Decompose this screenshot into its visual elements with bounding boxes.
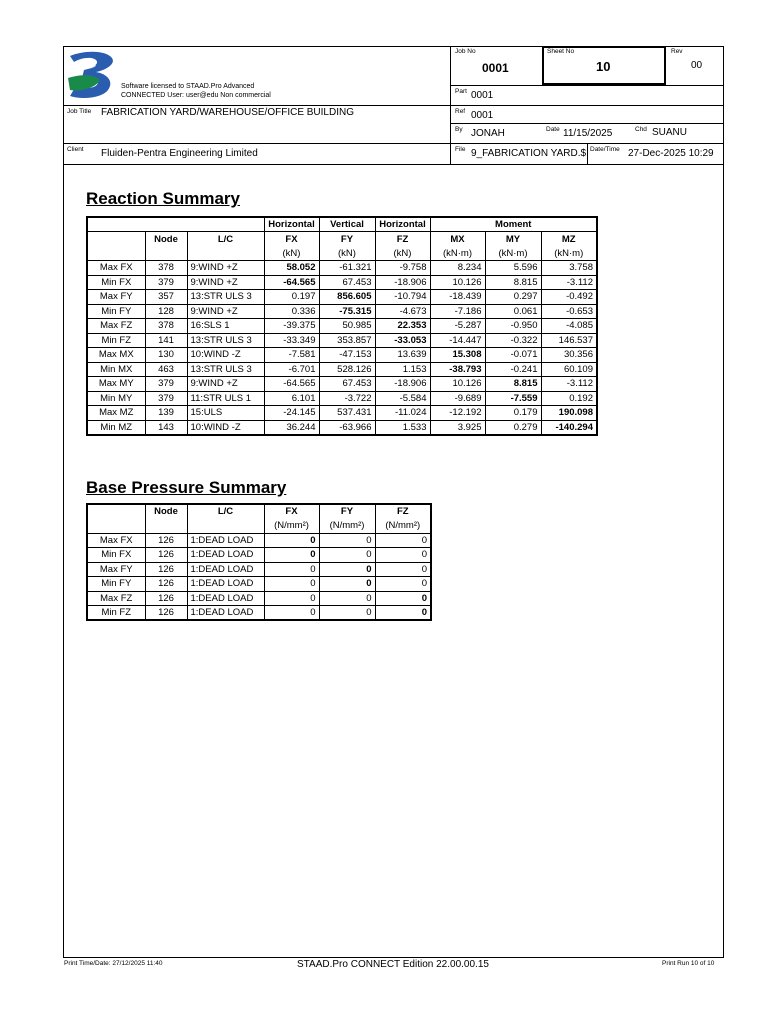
table-cell-mx: -14.447 (430, 333, 485, 348)
unit-cell: (N/mm²) (319, 519, 375, 534)
table-cell-label: Max FY (87, 562, 145, 577)
base-pressure-summary-title: Base Pressure Summary (86, 478, 287, 497)
part-label: Part (455, 88, 467, 95)
datetime-label: Date/Time (590, 146, 620, 153)
table-cell-fy: 0 (319, 591, 375, 606)
table-cell-fx: -7.581 (264, 348, 319, 363)
table-cell-fy: 67.453 (319, 377, 375, 392)
table-cell-fz: -11.024 (375, 406, 430, 421)
table-cell-fz: 0 (375, 533, 431, 548)
table-row (87, 606, 431, 621)
table-cell-label: Max FX (87, 261, 145, 276)
table-units-row (87, 246, 597, 261)
unit-cell (87, 519, 145, 534)
date-value: 11/15/2025 (563, 128, 613, 139)
table-cell-mx: -38.793 (430, 362, 485, 377)
table-cell-fy: -47.153 (319, 348, 375, 363)
table-cell-mx: -12.192 (430, 406, 485, 421)
column-header: FY (319, 504, 375, 519)
table-cell-my: -0.322 (485, 333, 541, 348)
table-cell-fz: 0 (375, 591, 431, 606)
header-divider (63, 143, 724, 144)
table-cell-label: Max MY (87, 377, 145, 392)
table-cell-node: 379 (145, 377, 187, 392)
table-cell-my: 0.297 (485, 290, 541, 305)
client-value: Fluiden-Pentra Engineering Limited (101, 148, 258, 159)
table-cell-fz: -9.758 (375, 261, 430, 276)
table-cell-fx: 36.244 (264, 420, 319, 435)
table-cell-node: 378 (145, 261, 187, 276)
rev-label: Rev (671, 48, 683, 55)
unit-cell (145, 246, 187, 261)
table-cell-my: -0.950 (485, 319, 541, 334)
table-cell-label: Max MX (87, 348, 145, 363)
unit-cell (187, 519, 264, 534)
unit-cell: (kN) (319, 246, 375, 261)
table-cell-mx: -5.287 (430, 319, 485, 334)
table-cell-node: 357 (145, 290, 187, 305)
table-cell-lc: 1:DEAD LOAD (187, 606, 264, 621)
header-divider (450, 123, 724, 124)
table-cell-node: 130 (145, 348, 187, 363)
file-value: 9_FABRICATION YARD.$ (471, 148, 586, 159)
table-cell-fz: 13.639 (375, 348, 430, 363)
table-row (87, 304, 597, 319)
table-cell-fx: 0 (264, 548, 319, 563)
group-header: Moment (430, 217, 597, 232)
table-cell-label: Min FX (87, 548, 145, 563)
table-cell-label: Min FY (87, 304, 145, 319)
table-cell-lc: 1:DEAD LOAD (187, 548, 264, 563)
table-cell-fz: -18.906 (375, 377, 430, 392)
table-cell-node: 379 (145, 391, 187, 406)
print-time-date: Print Time/Date: 27/12/2025 11:40 (64, 960, 163, 967)
table-cell-lc: 9:WIND +Z (187, 377, 264, 392)
table-cell-lc: 16:SLS 1 (187, 319, 264, 334)
license-line-2: CONNECTED User: user@edu Non commercial (121, 92, 271, 99)
table-cell-fx: -64.565 (264, 377, 319, 392)
group-header: Horizontal (264, 217, 319, 232)
table-cell-label: Min FY (87, 577, 145, 592)
print-run: Print Run 10 of 10 (662, 960, 715, 967)
table-header-row (87, 504, 431, 519)
table-cell-mz: -0.492 (541, 290, 597, 305)
table-cell-label: Max FY (87, 290, 145, 305)
table-cell-fy: 0 (319, 606, 375, 621)
table-cell-mz: 190.098 (541, 406, 597, 421)
table-cell-lc: 1:DEAD LOAD (187, 577, 264, 592)
table-cell-fz: 0 (375, 562, 431, 577)
unit-cell: (kN) (375, 246, 430, 261)
table-row (87, 377, 597, 392)
file-label: File (455, 146, 466, 153)
table-row (87, 420, 597, 435)
table-cell-mz: -3.112 (541, 275, 597, 290)
table-cell-mz: -4.085 (541, 319, 597, 334)
table-cell-fx: 0 (264, 577, 319, 592)
table-cell-mz: 0.192 (541, 391, 597, 406)
page-frame (63, 46, 724, 958)
table-cell-mx: -7.186 (430, 304, 485, 319)
table-cell-mx: 10.126 (430, 275, 485, 290)
column-header: FZ (375, 232, 430, 247)
base-pressure-table (86, 503, 432, 621)
table-cell-fx: 6.101 (264, 391, 319, 406)
group-header: Horizontal (375, 217, 430, 232)
table-cell-lc: 10:WIND -Z (187, 348, 264, 363)
table-cell-my: -0.241 (485, 362, 541, 377)
column-header: FY (319, 232, 375, 247)
table-cell-lc: 1:DEAD LOAD (187, 562, 264, 577)
table-cell-node: 141 (145, 333, 187, 348)
table-cell-fy: -75.315 (319, 304, 375, 319)
table-cell-fz: -33.053 (375, 333, 430, 348)
table-cell-lc: 9:WIND +Z (187, 261, 264, 276)
table-cell-fx: 0 (264, 533, 319, 548)
job-title-value: FABRICATION YARD/WAREHOUSE/OFFICE BUILDING (101, 107, 354, 118)
table-cell-lc: 9:WIND +Z (187, 304, 264, 319)
column-header: Node (145, 232, 187, 247)
table-cell-fx: -64.565 (264, 275, 319, 290)
column-header: FZ (375, 504, 431, 519)
table-cell-mx: -18.439 (430, 290, 485, 305)
table-cell-fz: 1.153 (375, 362, 430, 377)
reaction-summary-title: Reaction Summary (86, 189, 240, 208)
table-cell-fx: 0 (264, 562, 319, 577)
table-cell-fz: -18.906 (375, 275, 430, 290)
table-cell-mx: 3.925 (430, 420, 485, 435)
table-cell-fx: 0 (264, 591, 319, 606)
table-row (87, 548, 431, 563)
table-cell-fy: -61.321 (319, 261, 375, 276)
job-title-label: Job Title (67, 108, 92, 115)
unit-cell: (kN) (264, 246, 319, 261)
table-cell-label: Min FX (87, 275, 145, 290)
table-cell-fy: 537.431 (319, 406, 375, 421)
table-row (87, 348, 597, 363)
table-cell-fz: 1.533 (375, 420, 430, 435)
table-cell-mz: -3.112 (541, 377, 597, 392)
chd-label: Chd (635, 126, 647, 133)
sheet-no-label: Sheet No (547, 48, 575, 55)
table-cell-fy: 856.605 (319, 290, 375, 305)
table-cell-node: 128 (145, 304, 187, 319)
table-cell-mz: 3.758 (541, 261, 597, 276)
table-cell-node: 463 (145, 362, 187, 377)
table-cell-mx: -9.689 (430, 391, 485, 406)
table-row (87, 562, 431, 577)
table-cell-node: 126 (145, 606, 187, 621)
table-cell-mx: 10.126 (430, 377, 485, 392)
rev-value: 00 (691, 60, 703, 71)
header-divider (587, 143, 588, 164)
table-cell-label: Min MY (87, 391, 145, 406)
table-cell-fy: 67.453 (319, 275, 375, 290)
part-value: 0001 (471, 90, 494, 101)
table-cell-my: 0.179 (485, 406, 541, 421)
table-cell-lc: 13:STR ULS 3 (187, 290, 264, 305)
table-cell-fx: 0.336 (264, 304, 319, 319)
table-cell-fz: -5.584 (375, 391, 430, 406)
table-cell-mz: 60.109 (541, 362, 597, 377)
table-row (87, 533, 431, 548)
table-row (87, 333, 597, 348)
table-cell-fy: 0 (319, 533, 375, 548)
column-header: FX (264, 504, 319, 519)
table-cell-my: 0.279 (485, 420, 541, 435)
table-row (87, 591, 431, 606)
table-cell-node: 139 (145, 406, 187, 421)
header-divider (63, 105, 724, 106)
table-header-row (87, 232, 597, 247)
table-cell-label: Max FZ (87, 591, 145, 606)
column-header: MZ (541, 232, 597, 247)
table-group-header-row (87, 217, 597, 232)
table-row (87, 577, 431, 592)
ref-value: 0001 (471, 110, 494, 121)
table-cell-fx: 0 (264, 606, 319, 621)
unit-cell: (kN·m) (430, 246, 485, 261)
sheet-no-value: 10 (596, 59, 611, 74)
unit-cell (187, 246, 264, 261)
table-cell-my: 8.815 (485, 275, 541, 290)
column-header: FX (264, 232, 319, 247)
table-cell-mx: 15.308 (430, 348, 485, 363)
staad-logo (66, 48, 118, 102)
table-cell-lc: 13:STR ULS 3 (187, 333, 264, 348)
table-cell-label: Min MX (87, 362, 145, 377)
unit-cell: (kN·m) (485, 246, 541, 261)
table-cell-lc: 1:DEAD LOAD (187, 533, 264, 548)
table-cell-my: 0.061 (485, 304, 541, 319)
table-cell-mz: -0.653 (541, 304, 597, 319)
table-cell-fx: 0.197 (264, 290, 319, 305)
table-cell-fy: -3.722 (319, 391, 375, 406)
unit-cell: (N/mm²) (375, 519, 431, 534)
table-cell-fx: -39.375 (264, 319, 319, 334)
table-cell-fy: -63.966 (319, 420, 375, 435)
table-cell-mx: 8.234 (430, 261, 485, 276)
column-header (87, 504, 145, 519)
column-header: Node (145, 504, 187, 519)
table-cell-lc: 13:STR ULS 3 (187, 362, 264, 377)
table-cell-fz: -4.673 (375, 304, 430, 319)
table-cell-fx: -33.349 (264, 333, 319, 348)
table-cell-node: 126 (145, 562, 187, 577)
header-divider (450, 85, 724, 86)
table-cell-my: 8.815 (485, 377, 541, 392)
table-cell-node: 126 (145, 591, 187, 606)
by-label: By (455, 126, 463, 133)
table-cell-fz: -10.794 (375, 290, 430, 305)
table-cell-lc: 9:WIND +Z (187, 275, 264, 290)
table-row (87, 362, 597, 377)
table-row (87, 391, 597, 406)
table-cell-label: Min FZ (87, 606, 145, 621)
table-cell-node: 143 (145, 420, 187, 435)
table-units-row (87, 519, 431, 534)
column-header: MX (430, 232, 485, 247)
table-cell-fx: 58.052 (264, 261, 319, 276)
license-line-1: Software licensed to STAAD.Pro Advanced (121, 83, 255, 90)
job-no-value: 0001 (482, 61, 509, 75)
table-cell-lc: 10:WIND -Z (187, 420, 264, 435)
table-cell-node: 126 (145, 548, 187, 563)
header-divider (450, 46, 451, 164)
by-value: JONAH (471, 128, 505, 139)
table-cell-fz: 0 (375, 548, 431, 563)
unit-cell: (N/mm²) (264, 519, 319, 534)
column-header: L/C (187, 232, 264, 247)
date-label: Date (546, 126, 560, 133)
table-cell-label: Max FZ (87, 319, 145, 334)
table-row (87, 290, 597, 305)
table-cell-fx: -24.145 (264, 406, 319, 421)
table-cell-fy: 0 (319, 577, 375, 592)
table-cell-node: 126 (145, 533, 187, 548)
datetime-value: 27-Dec-2025 10:29 (628, 148, 714, 159)
table-cell-label: Min MZ (87, 420, 145, 435)
table-row (87, 275, 597, 290)
table-row (87, 406, 597, 421)
column-header: L/C (187, 504, 264, 519)
ref-label: Ref (455, 108, 466, 115)
unit-cell (145, 519, 187, 534)
table-cell-mz: -140.294 (541, 420, 597, 435)
table-cell-my: 5.596 (485, 261, 541, 276)
table-row (87, 319, 597, 334)
table-cell-mz: 146.537 (541, 333, 597, 348)
table-cell-my: -0.071 (485, 348, 541, 363)
table-cell-fz: 0 (375, 577, 431, 592)
edition-label: STAAD.Pro CONNECT Edition 22.00.00.15 (297, 959, 489, 970)
table-cell-fz: 0 (375, 606, 431, 621)
reaction-table (86, 216, 598, 436)
table-cell-my: -7.559 (485, 391, 541, 406)
table-cell-node: 378 (145, 319, 187, 334)
column-header (87, 232, 145, 247)
table-cell-lc: 11:STR ULS 1 (187, 391, 264, 406)
table-cell-label: Min FZ (87, 333, 145, 348)
chd-value: SUANU (652, 127, 688, 138)
unit-cell (87, 246, 145, 261)
table-cell-fy: 353.857 (319, 333, 375, 348)
unit-cell: (kN·m) (541, 246, 597, 261)
table-row (87, 261, 597, 276)
table-cell-fy: 50.985 (319, 319, 375, 334)
header-divider (63, 164, 724, 165)
table-cell-fy: 0 (319, 548, 375, 563)
client-label: Client (67, 146, 84, 153)
table-cell-node: 379 (145, 275, 187, 290)
table-cell-lc: 15:ULS (187, 406, 264, 421)
table-cell-fz: 22.353 (375, 319, 430, 334)
column-header: MY (485, 232, 541, 247)
job-no-label: Job No (455, 48, 476, 55)
table-cell-fx: -6.701 (264, 362, 319, 377)
table-cell-fy: 0 (319, 562, 375, 577)
table-cell-label: Max FX (87, 533, 145, 548)
table-cell-label: Max MZ (87, 406, 145, 421)
table-cell-lc: 1:DEAD LOAD (187, 591, 264, 606)
group-header: Vertical (319, 217, 375, 232)
table-cell-mz: 30.356 (541, 348, 597, 363)
table-cell-fy: 528.126 (319, 362, 375, 377)
table-cell-node: 126 (145, 577, 187, 592)
